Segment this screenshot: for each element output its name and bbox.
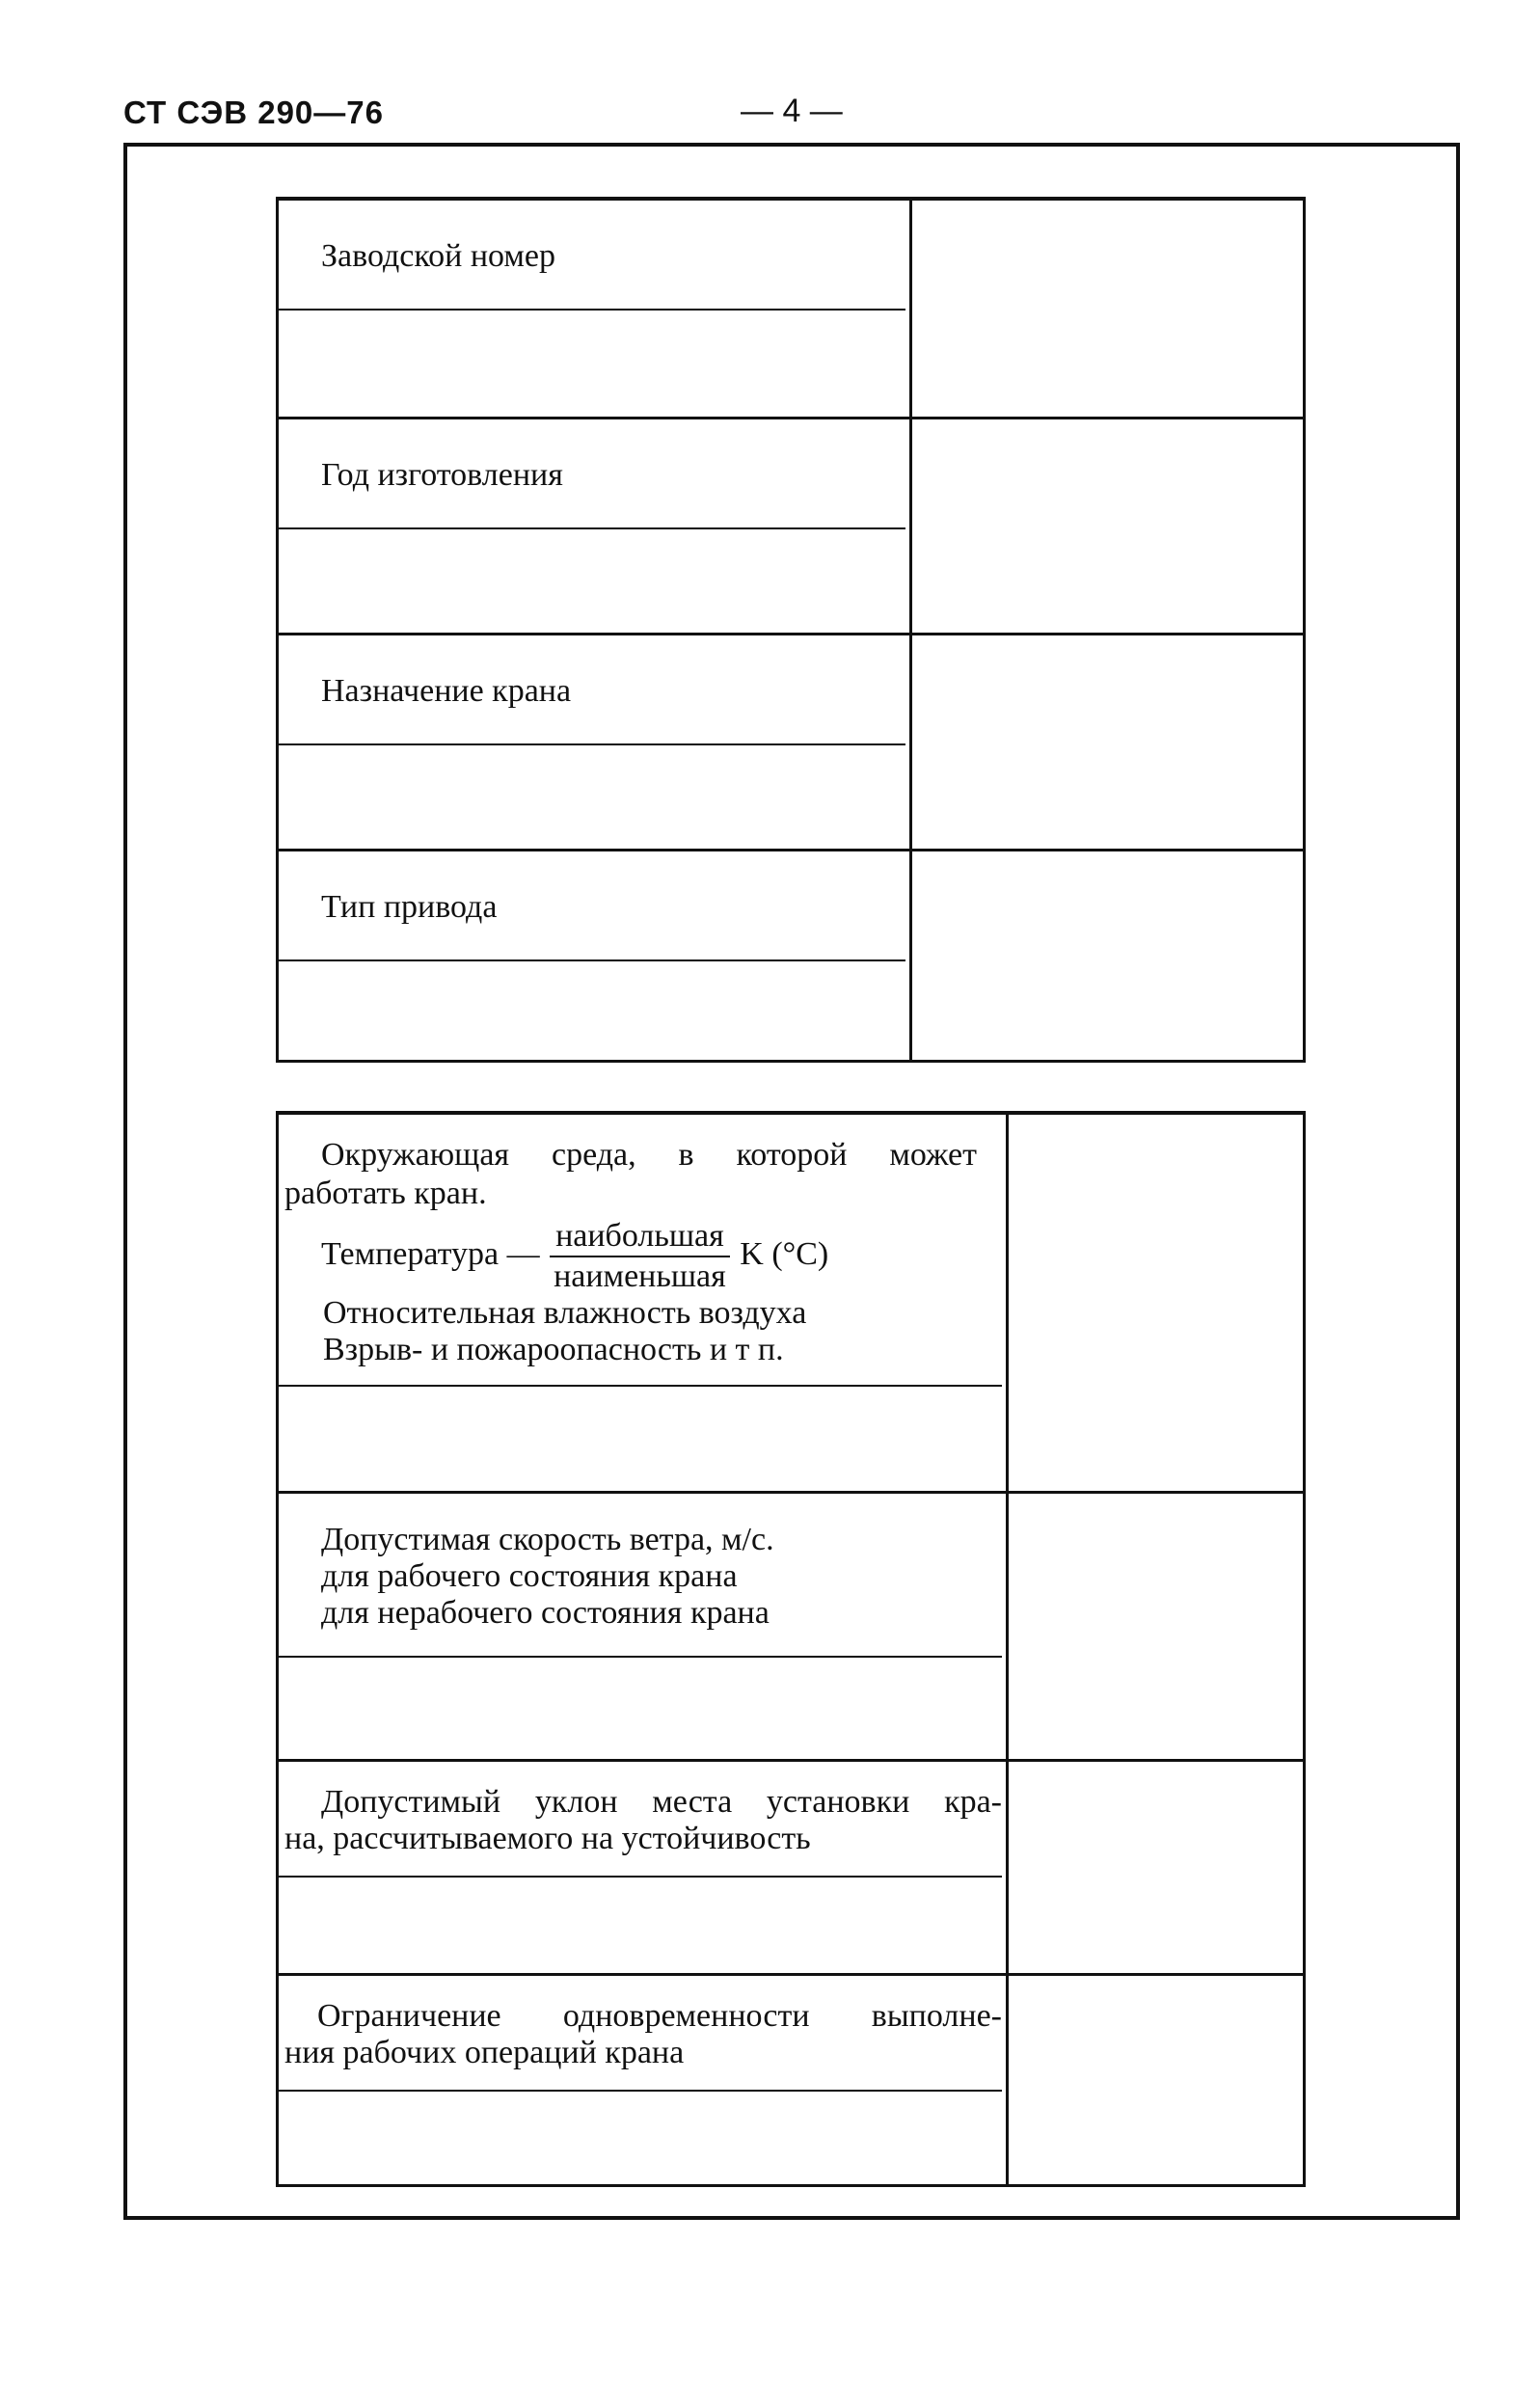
row-label-serial-number: Заводской номер bbox=[321, 238, 555, 274]
passport-table-1 bbox=[276, 197, 1306, 1063]
temperature-unit: K (°C) bbox=[740, 1235, 829, 1272]
table-row bbox=[279, 1759, 1303, 1973]
temperature-formula bbox=[321, 1219, 828, 1294]
table-row bbox=[279, 1115, 1303, 1491]
humidity-label: Относительная влажность воздуха bbox=[323, 1295, 807, 1331]
table-row bbox=[279, 1973, 1303, 2185]
slope-line-1: Допустимый уклон места установки кра- bbox=[321, 1784, 1002, 1820]
table-row bbox=[279, 633, 1303, 849]
row-label-year: Год изготовления bbox=[321, 457, 563, 493]
slope-line-2: на, рассчитываемого на устойчивость bbox=[284, 1821, 811, 1856]
table-row bbox=[279, 1491, 1303, 1759]
temperature-min: наименьшая bbox=[554, 1258, 726, 1294]
wind-line-2: для рабочего состояния крана bbox=[321, 1558, 738, 1594]
row-label-purpose: Назначение крана bbox=[321, 673, 572, 709]
temperature-fraction bbox=[550, 1219, 730, 1294]
standard-code: СТ СЭВ 290—76 bbox=[123, 95, 384, 130]
table-row bbox=[279, 849, 1303, 1061]
passport-table-2 bbox=[276, 1111, 1306, 2187]
row-label-drive-type: Тип привода bbox=[321, 889, 498, 925]
limit-line-2: ния рабочих операций крана bbox=[284, 2035, 685, 2070]
table-row bbox=[279, 201, 1303, 417]
wind-line-3: для нерабочего состояния крана bbox=[321, 1595, 770, 1631]
explosion-label: Взрыв- и пожароопасность и т п. bbox=[323, 1332, 784, 1367]
temperature-label: Температура — bbox=[321, 1235, 540, 1272]
page-number: — 4 — bbox=[741, 93, 843, 129]
environment-line-2: работать кран. bbox=[284, 1175, 487, 1211]
wind-line-1: Допустимая скорость ветра, м/с. bbox=[321, 1522, 774, 1557]
table-row bbox=[279, 417, 1303, 633]
environment-line-1: Окружающая среда, в которой может bbox=[321, 1137, 977, 1173]
temperature-max: наибольшая bbox=[550, 1219, 730, 1257]
limit-line-1: Ограничение одновременности выполне- bbox=[317, 1998, 1002, 2034]
